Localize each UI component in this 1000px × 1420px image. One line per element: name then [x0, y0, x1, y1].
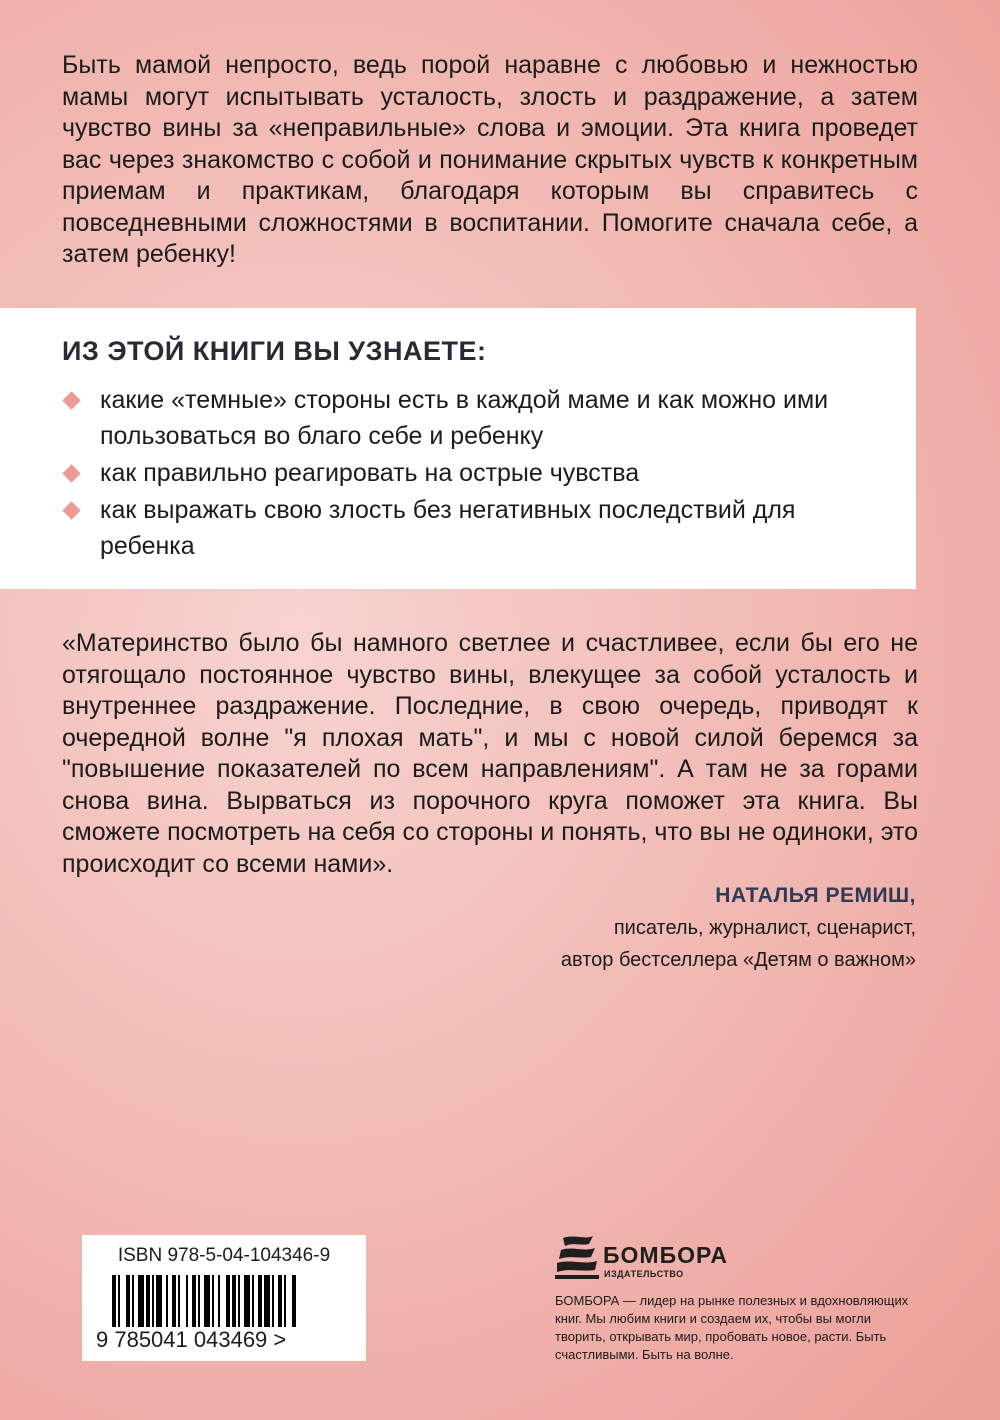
publisher-description: БОМБОРА — лидер на рынке полезных и вдохновляющих книг. Мы любим книги и создаем их, чтобы вы могли творить, открывать мир, пробовать новое, расти. Быть счастливыми. Быть на волне.	[555, 1293, 909, 1362]
learn-box	[0, 308, 916, 589]
diamond-bullet-icon	[62, 464, 80, 482]
list-item-text: как выражать свою злость без негативных последствий для ребенка	[100, 496, 796, 560]
intro-paragraph: Быть мамой непросто, ведь порой наравне с любовью и нежностью мамы могут испытывать усталость, злость и раздражение, а затем чувство вины за «неправильные» слова и эмоции. Эта книга проведет вас через знакомство с собой и понимание скрытых чувств к конкретным приемам и практикам, благодаря которым вы справитесь с повседневными сложностями в воспитании. Помогите сначала себе, а затем ребенку!	[62, 51, 918, 268]
quote-paragraph: «Материнство было бы намного светлее и счастливее, если бы его не отягощало постоянное чувство вины, влекущее за собой усталость и внутреннее раздражение. Последние, в свою очередь, приводят к очередной волне "я плохая мать", и мы с новой силой беремся за "повышение показателей по всем направлениям". А там не за горами снова вина. Вырваться из порочного круга поможет эта книга. Вы сможете посмотреть на себя со стороны и понять, что вы не одиноки, это происходит со всеми нами».	[62, 629, 918, 878]
barcode-box	[82, 1235, 366, 1361]
diamond-bullet-icon	[62, 391, 80, 409]
learn-title: ИЗ ЭТОЙ КНИГИ ВЫ УЗНАЕТЕ:	[62, 336, 487, 366]
publisher-sub: ИЗДАТЕЛЬСТВО	[604, 1269, 684, 1279]
list-item-text: какие «темные» стороны есть в каждой маме и как можно ими пользоваться во благо себе и ребенку	[100, 386, 829, 450]
author-name: НАТАЛЬЯ РЕМИШ,	[715, 884, 916, 907]
list-item	[62, 492, 892, 564]
learn-list	[62, 382, 892, 565]
author-credit: автор бестселлера «Детям о важном»	[560, 949, 916, 971]
author-role: писатель, журналист, сценарист,	[613, 917, 916, 939]
diamond-bullet-icon	[62, 501, 80, 519]
isbn-text: ISBN 978-5-04-104346-9	[117, 1245, 331, 1266]
publisher-name: БОМБОРА	[603, 1242, 728, 1268]
list-item	[62, 455, 892, 491]
barcode-icon	[112, 1275, 342, 1335]
list-item	[62, 382, 892, 454]
list-item-text: как правильно реагировать на острые чувства	[100, 459, 640, 487]
barcode-digits: 9 785041 043469 >	[96, 1327, 287, 1352]
author-block	[561, 880, 916, 976]
